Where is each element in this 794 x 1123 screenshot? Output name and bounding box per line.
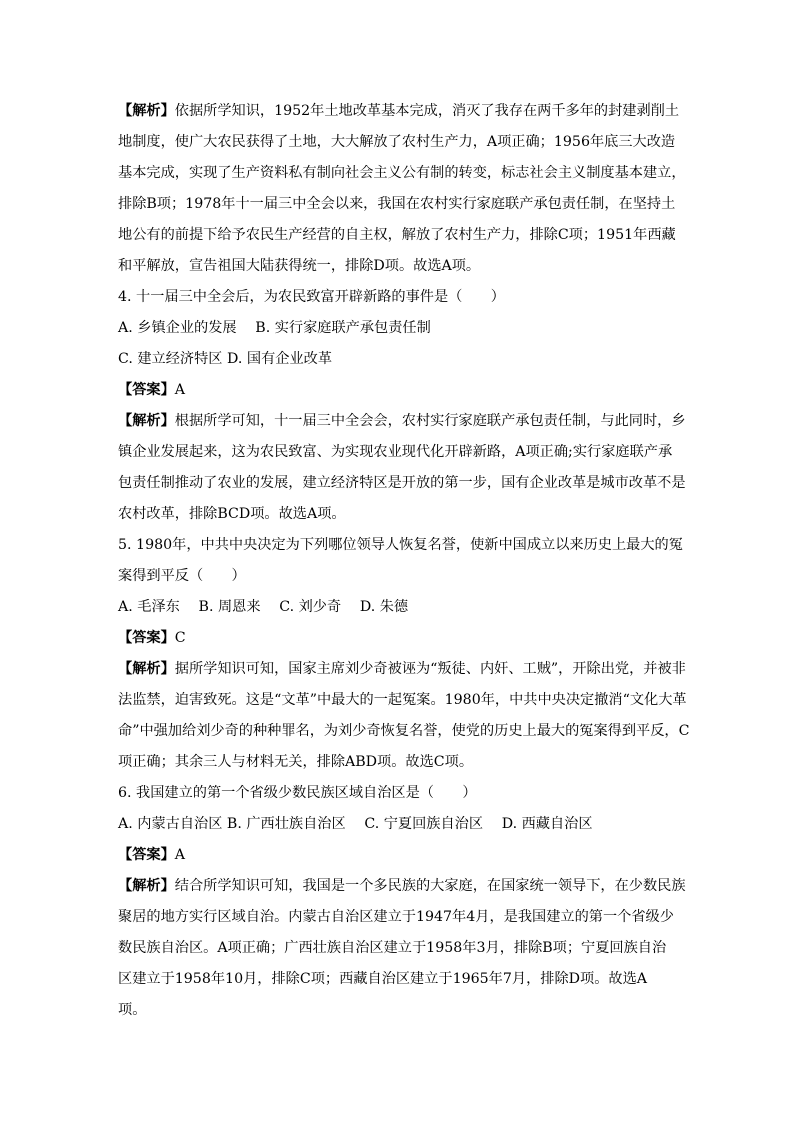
analysis-text: 结合所学知识可知，我国是一个多民族的大家庭，在国家统一领导下，在少数民族 [174, 878, 686, 894]
analysis-text: 农村改革，排除BCD项。故选A项。 [118, 506, 346, 522]
question-line [118, 809, 684, 840]
question-text: A. 毛泽东 B. 周恩来 C. 刘少奇 D. 朱德 [118, 599, 409, 615]
answer-tag: 【答案】 [118, 847, 175, 863]
question-text: C. 建立经济特区 D. 国有企业改革 [118, 351, 333, 367]
answer-block [118, 375, 684, 406]
analysis-line [118, 468, 684, 499]
analysis-text: 项。 [118, 1002, 147, 1018]
analysis-line [118, 189, 684, 220]
question-block [118, 778, 684, 840]
analysis-line [118, 406, 684, 437]
analysis-text: 数民族自治区。A项正确；广西壮族自治区建立于1958年3月，排除B项；宁夏回族自治 [118, 940, 667, 956]
analysis-line [118, 685, 687, 716]
question-line [118, 778, 684, 809]
answer-tag: 【答案】 [118, 382, 175, 398]
question-line [118, 592, 684, 623]
analysis-tag: 【解析】 [118, 103, 175, 119]
analysis-line [118, 902, 684, 933]
analysis-text: 根据所学可知，十一届三中全会会，农村实行家庭联产承包责任制，与此同时，乡 [174, 413, 686, 429]
question-block [118, 530, 684, 623]
analysis-text: 项正确；其余三人与材料无关，排除ABD项。故选C项。 [118, 754, 474, 770]
analysis-text: 法监禁，迫害致死。这是“文革”中最大的一起冤案。1980年，中共中央决定撤消“文化大革 [118, 692, 687, 708]
analysis-line [118, 933, 684, 964]
analysis-block [118, 96, 684, 282]
analysis-text: 依据所学知识，1952年土地改革基本完成，消灭了我存在两千多年的封建剥削土 [174, 103, 680, 119]
analysis-line [118, 437, 684, 468]
analysis-line [118, 251, 684, 282]
analysis-text: 和平解放，宣告祖国大陆获得统一，排除D项。故选A项。 [118, 258, 481, 274]
question-line [118, 530, 684, 561]
answer-line [118, 623, 684, 654]
analysis-text: 包责任制推动了农业的发展，建立经济特区是开放的第一步，国有企业改革是城市改革不是 [118, 475, 686, 491]
answer-text: A [174, 847, 186, 863]
question-text: A. 乡镇企业的发展 B. 实行家庭联产承包责任制 [118, 320, 431, 336]
question-text: 4. 十一届三中全会后，为农民致富开辟新路的事件是（ ） [118, 289, 505, 305]
analysis-tag: 【解析】 [118, 413, 175, 429]
answer-text: A [174, 382, 186, 398]
analysis-text: 地制度，使广大农民获得了土地，大大解放了农村生产力，A项正确；1956年底三大改造 [118, 134, 676, 150]
analysis-text: 据所学知识可知，国家主席刘少奇被诬为“叛徒、内奸、工贼”，开除出党，并被非 [174, 661, 686, 677]
analysis-line [118, 654, 684, 685]
analysis-text: 命”中强加给刘少奇的种种罪名，为刘少奇恢复名誉，使党的历史上最大的冤案得到平反，C [118, 723, 690, 739]
analysis-text: 镇企业发展起来，这为农民致富、为实现农业现代化开辟新路，A项正确;实行家庭联产承 [118, 444, 673, 460]
answer-tag: 【答案】 [118, 630, 175, 646]
question-line [118, 313, 684, 344]
answer-block [118, 840, 684, 871]
question-text: A. 内蒙古自治区 B. 广西壮族自治区 C. 宁夏回族自治区 D. 西藏自治区 [118, 816, 593, 832]
question-text: 5. 1980年，中共中央决定为下列哪位领导人恢复名誉，使新中国成立以来历史上最大的冤 [118, 537, 683, 553]
analysis-line [118, 716, 690, 747]
analysis-block [118, 654, 690, 778]
question-text: 6. 我国建立的第一个省级少数民族区域自治区是（ ） [118, 785, 477, 801]
analysis-text: 区建立于1958年10月，排除C项；西藏自治区建立于1965年7月，排除D项。故选A [118, 971, 648, 987]
analysis-tag: 【解析】 [118, 878, 175, 894]
analysis-block [118, 406, 684, 530]
question-line [118, 561, 684, 592]
analysis-text: 地公有的前提下给予农民生产经营的自主权，解放了农村生产力，排除C项；1951年西藏 [118, 227, 676, 243]
answer-block [118, 623, 684, 654]
analysis-line [118, 499, 684, 530]
analysis-line [118, 747, 684, 778]
analysis-block [118, 871, 684, 1026]
analysis-line [118, 127, 684, 158]
analysis-tag: 【解析】 [118, 661, 175, 677]
analysis-line [118, 964, 684, 995]
answer-line [118, 375, 684, 406]
answer-text: C [174, 630, 186, 646]
answer-line [118, 840, 684, 871]
analysis-text: 聚居的地方实行区域自治。内蒙古自治区建立于1947年4月，是我国建立的第一个省级少 [118, 909, 674, 925]
analysis-line [118, 871, 684, 902]
analysis-line [118, 96, 684, 127]
analysis-line [118, 995, 684, 1026]
question-line [118, 282, 684, 313]
analysis-line [118, 220, 684, 251]
analysis-text: 基本完成，实现了生产资料私有制向社会主义公有制的转变，标志社会主义制度基本建立， [118, 165, 686, 181]
question-line [118, 344, 684, 375]
question-block [118, 282, 684, 375]
question-text: 案得到平反（ ） [118, 568, 246, 584]
analysis-text: 排除B项；1978年十一届三中全会以来，我国在农村实行家庭联产承包责任制，在坚持土 [118, 196, 676, 212]
analysis-line [118, 158, 684, 189]
